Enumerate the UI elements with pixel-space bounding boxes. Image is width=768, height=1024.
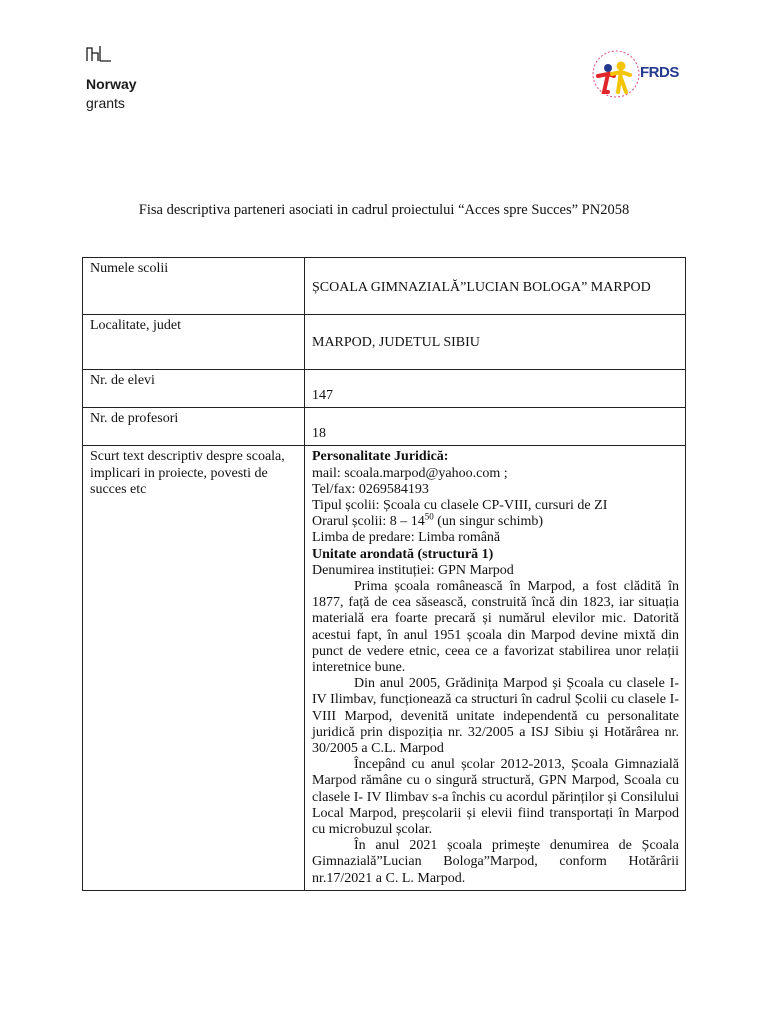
frds-figures-icon: [588, 48, 644, 104]
history-paragraph-1: Prima școala românească în Marpod, a fost clădită în 1877, față de cea săsească, construită încă din 1823, iar situația materială era foarte precară și numărul elevilor mic. Datorită acestui fapt, în anul 1951 școala din Marpod devine mixtă din punct de vedere etnic, ceea ce a favorizat stabilirea unor relații interetnice bune.: [312, 579, 679, 676]
frds-logo-text: FRDS: [640, 64, 679, 81]
table-row: [83, 370, 686, 408]
history-paragraph-2: Din anul 2005, Grădinița Marpod și Școala cu clasele I- IV Ilimbav, funcționează ca structuri în cadrul Școlii cu clasele I-VIII Marpod, devenită unitate independentă cu personalitate juridică prin dispoziția nr. 32/2005 a ISJ Sibiu și Hotărârea nr. 30/2005 a C.L. Marpod: [312, 676, 679, 757]
table-row: [83, 315, 686, 370]
schedule-minutes: 50: [424, 511, 434, 522]
school-schedule: [312, 511, 679, 530]
norway-grants-mark-icon: [86, 44, 112, 62]
description-label: Scurt text descriptiv despre scoala, implicari in proiecte, povesti de succes etc: [83, 446, 305, 890]
schedule-prefix: Orarul școlii: 8 – 14: [312, 514, 425, 530]
locality-value: MARPOD, JUDETUL SIBIU: [312, 335, 480, 350]
history-paragraph-4: În anul 2021 școala primește denumirea de Școala Gimnazială”Lucian Bologa”Marpod, conform Hotărârii nr.17/2021 a C. L. Marpod.: [312, 838, 679, 886]
school-name-label: Numele scolii: [83, 258, 305, 315]
teachers-count-value: 18: [312, 426, 326, 442]
partner-info-table: [82, 257, 686, 891]
teachers-count-label: Nr. de profesori: [83, 408, 305, 446]
norway-logo-text: Norway: [86, 76, 137, 92]
description-cell: [305, 446, 686, 890]
locality-value-cell: [305, 315, 686, 370]
document-title: Fisa descriptiva parteneri asociati in cadrul proiectului “Acces spre Succes” PN2058: [138, 202, 630, 218]
school-phone: Tel/fax: 0269584193: [312, 481, 429, 497]
school-email: mail: scoala.marpod@yahoo.com ;: [312, 465, 508, 481]
students-count-value: 147: [312, 388, 333, 403]
schedule-suffix: (un singur schimb): [433, 514, 544, 530]
legal-entity-heading: Personalitate Juridică:: [312, 449, 449, 465]
affiliated-unit-heading: Unitate arondată (structură 1): [312, 546, 494, 562]
students-count-value-cell: [305, 370, 686, 408]
history-paragraph-3: Începând cu anul școlar 2012-2013, Școala Gimnazială Marpod rămâne cu o singură structură, GPN Marpod, Scoala cu clasele I- IV Ilimbav s-a închis cu acordul părinților și Consilului Local Marpod, preșcolarii și elevii fiind transportați în Marpod cu microbuzul școlar.: [312, 757, 679, 838]
table-row: [83, 408, 686, 446]
teachers-count-value-cell: [305, 408, 686, 446]
frds-logo: [588, 42, 688, 112]
school-type: Tipul școlii: Școala cu clasele CP-VIII, cursuri de ZI: [312, 498, 608, 514]
institution-name: Denumirea instituției: GPN Marpod: [312, 562, 514, 578]
teaching-language: Limba de predare: Limba română: [312, 530, 501, 546]
grants-logo-text: grants: [86, 95, 125, 111]
students-count-label: Nr. de elevi: [83, 370, 305, 408]
table-row: [83, 258, 686, 315]
school-name-value: ȘCOALA GIMNAZIALĂ”LUCIAN BOLOGA” MARPOD: [312, 280, 651, 295]
school-name-value-cell: [305, 258, 686, 315]
table-row: [83, 446, 686, 890]
locality-label: Localitate, judet: [83, 315, 305, 370]
